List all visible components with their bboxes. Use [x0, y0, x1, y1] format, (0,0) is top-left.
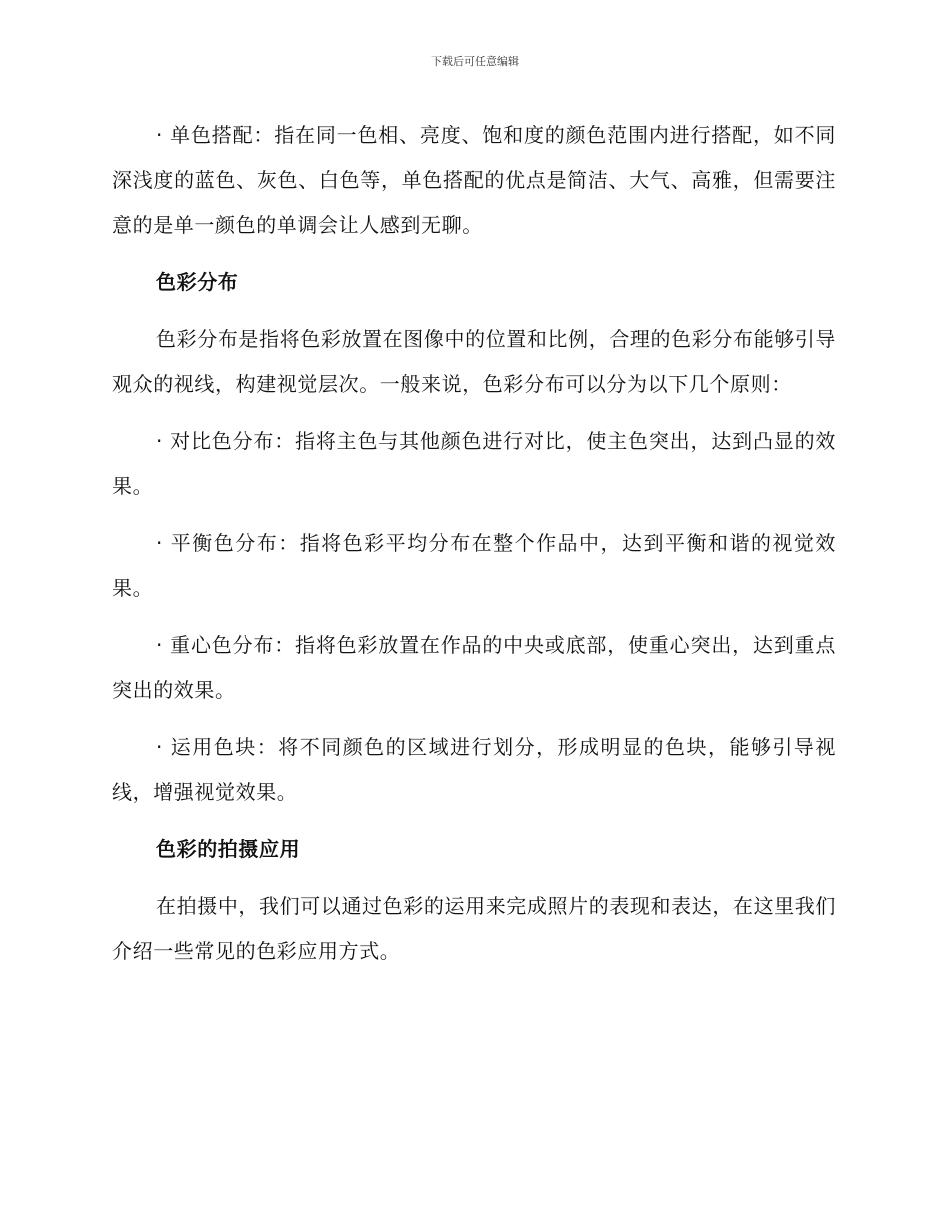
section-heading-color-distribution: 色彩分布	[156, 270, 239, 294]
paragraph-photography-intro: 在拍摄中，我们可以通过色彩的运用来完成照片的表现和表达，在这里我们介绍一些常见的色彩应用方式。	[112, 894, 836, 963]
bullet-color-blocks: · 运用色块：将不同颜色的区域进行划分，形成明显的色块，能够引导视线，增强视觉效果。	[112, 735, 836, 804]
bullet-monochrome-matching: · 单色搭配：指在同一色相、亮度、饱和度的颜色范围内进行搭配，如不同深浅度的蓝色、灰色、白色等，单色搭配的优点是简洁、大气、高雅，但需要注意的是单一颜色的单调会让人感到无聊。	[112, 123, 836, 237]
bullet-center-distribution: · 重心色分布：指将色彩放置在作品的中央或底部，使重心突出，达到重点突出的效果。	[112, 633, 836, 702]
section-heading-photography-application: 色彩的拍摄应用	[156, 837, 301, 861]
bullet-contrast-distribution: · 对比色分布：指将主色与其他颜色进行对比，使主色突出，达到凸显的效果。	[112, 429, 836, 498]
paragraph-color-distribution-intro: 色彩分布是指将色彩放置在图像中的位置和比例，合理的色彩分布能够引导观众的视线，构建视觉层次。一般来说，色彩分布可以分为以下几个原则：	[112, 327, 836, 396]
page-header: 下载后可任意编辑	[431, 55, 519, 68]
document-body	[112, 113, 836, 986]
bullet-balanced-distribution: · 平衡色分布：指将色彩平均分布在整个作品中，达到平衡和谐的视觉效果。	[112, 531, 836, 600]
